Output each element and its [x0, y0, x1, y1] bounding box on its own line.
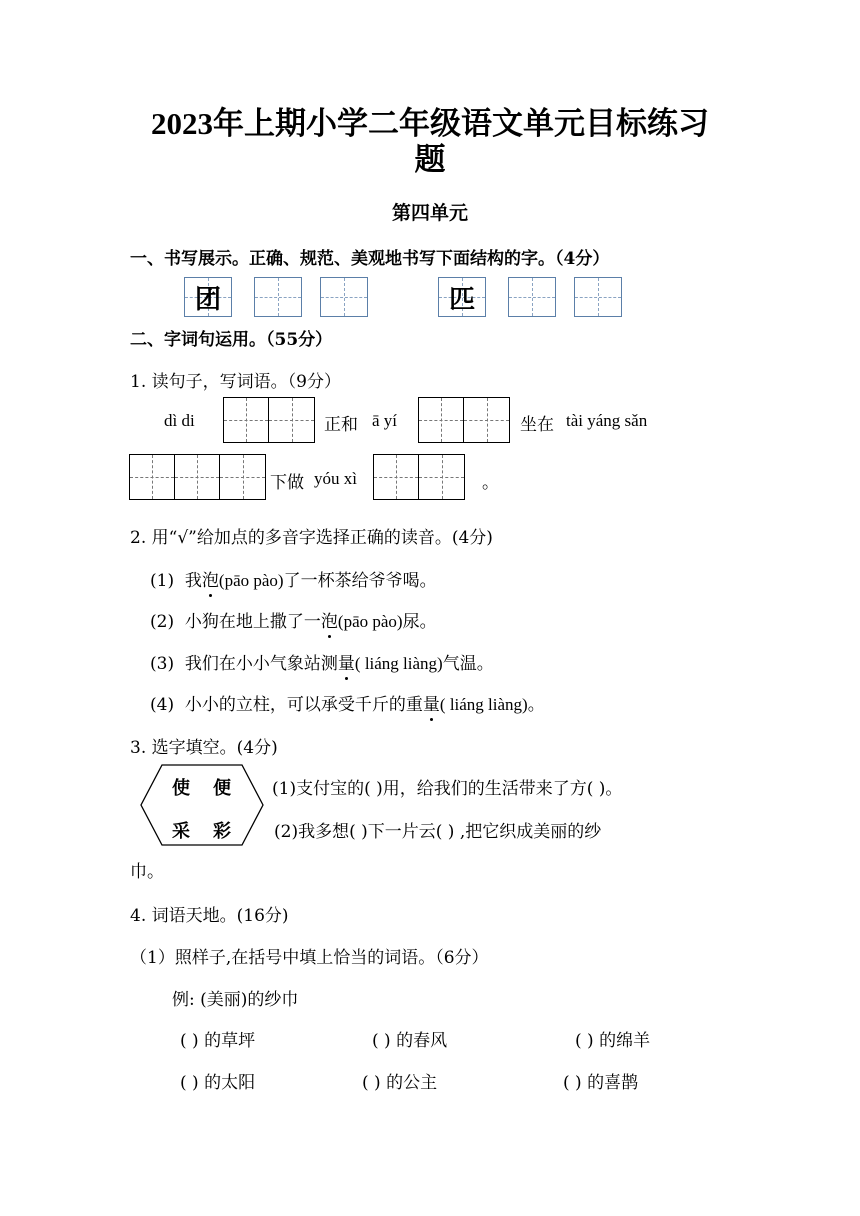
page-title-continued: 题 [414, 142, 446, 177]
q3-sentence-2-end: 巾。 [130, 862, 164, 882]
q1-text-zhenghe: 正和 [324, 415, 358, 435]
dotted-char: 量 [337, 654, 355, 674]
q2-item-text: 气温。 [442, 654, 494, 674]
q1-end-mark: 。 [482, 473, 499, 493]
pinyin-options[interactable]: ( liáng liàng) [354, 654, 443, 673]
section1-heading: 一、书写展示。正确、规范、美观地书写下面结构的字。（4分） [130, 249, 610, 269]
writing-cell[interactable] [574, 277, 622, 317]
hexagon-frame [140, 764, 264, 846]
writing-cell[interactable] [254, 277, 302, 317]
q2-item-text: 。 [527, 695, 545, 715]
q3-label: 3. 选字填空。(4分) [130, 738, 278, 758]
sample-char-2: 匹 [448, 284, 475, 315]
q2-item-text: 我们在小小气象站测 [184, 654, 338, 674]
pinyin-options[interactable]: (pāo pào) [337, 612, 403, 631]
answer-box-didi[interactable] [223, 397, 315, 443]
fill-blank[interactable]: ( ) 的春风 [372, 1031, 448, 1051]
dotted-char: 泡 [320, 612, 338, 632]
answer-box-youxi[interactable] [373, 454, 465, 500]
q2-item-text: 我 [184, 571, 202, 591]
q1-text-xiazuo: 下做 [270, 473, 304, 493]
hex-char-shi: 使 [172, 778, 190, 799]
pinyin-didi: dì di [164, 411, 195, 430]
answer-box-ayi[interactable] [418, 397, 510, 443]
q4-sub1-label: （1）照样子,在括号中填上恰当的词语。（6分） [130, 948, 489, 968]
q2-item-text: 了一杯茶给爷爷喝。 [283, 571, 437, 591]
hex-char-cai2: 彩 [213, 821, 231, 842]
dotted-char: 量 [422, 695, 440, 715]
q2-item-1 [150, 566, 437, 591]
section2-heading: 二、字词句运用。（55分） [130, 330, 333, 350]
hex-char-cai: 采 [172, 821, 190, 842]
pinyin-youxi: yóu xì [314, 469, 357, 488]
unit-title: 第四单元 [391, 202, 468, 224]
q2-item-text: 尿。 [402, 612, 437, 632]
q2-item-3 [150, 649, 494, 674]
writing-cell[interactable] [508, 277, 556, 317]
pinyin-options[interactable]: (pāo pào) [218, 571, 284, 590]
writing-cell-sample-1 [184, 277, 232, 317]
writing-cell[interactable] [320, 277, 368, 317]
q2-item-text: 小狗在地上撒了一 [184, 612, 321, 632]
q3-sentence-2: (2)我多想( )下一片云( ) ,把它织成美丽的纱 [274, 822, 602, 842]
hex-char-bian: 便 [213, 778, 231, 799]
page-title: 2023年上期小学二年级语文单元目标练习 [151, 106, 709, 141]
dotted-char: 泡 [201, 571, 219, 591]
q2-item-2 [150, 607, 437, 632]
q3-sentence-1: (1)支付宝的( )用，给我们的生活带来了方( )。 [272, 779, 623, 799]
fill-blank[interactable]: ( ) 的太阳 [180, 1073, 256, 1093]
writing-cell-sample-2 [438, 277, 486, 317]
q2-item-num: (2) [150, 612, 175, 632]
answer-box-taiyangsan[interactable] [129, 454, 266, 500]
pinyin-options[interactable]: ( liáng liàng) [439, 695, 528, 714]
fill-blank[interactable]: ( ) 的喜鹊 [563, 1073, 639, 1093]
q2-item-text: 小小的立柱，可以承受千斤的重 [184, 695, 423, 715]
fill-blank[interactable]: ( ) 的公主 [362, 1073, 438, 1093]
pinyin-taiyangsan: tài yáng sǎn [566, 411, 648, 430]
q1-label: 1. 读句子，写词语。（9分） [130, 372, 341, 392]
fill-blank[interactable]: ( ) 的草坪 [180, 1031, 256, 1051]
q2-item-num: (3) [150, 654, 175, 674]
q1-text-zuozai: 坐在 [520, 415, 554, 435]
fill-blank[interactable]: ( ) 的绵羊 [575, 1031, 651, 1051]
q2-item-num: (4) [150, 695, 175, 715]
q4-label: 4. 词语天地。(16分) [130, 906, 289, 926]
q2-item-num: (1) [150, 571, 175, 591]
q2-label: 2. 用“√”给加点的多音字选择正确的读音。(4分) [130, 528, 493, 548]
pinyin-ayi: ā yí [372, 411, 398, 430]
sample-char-1: 团 [194, 284, 221, 315]
q4-example: 例: (美丽)的纱巾 [172, 990, 299, 1010]
q2-item-4 [150, 690, 545, 715]
